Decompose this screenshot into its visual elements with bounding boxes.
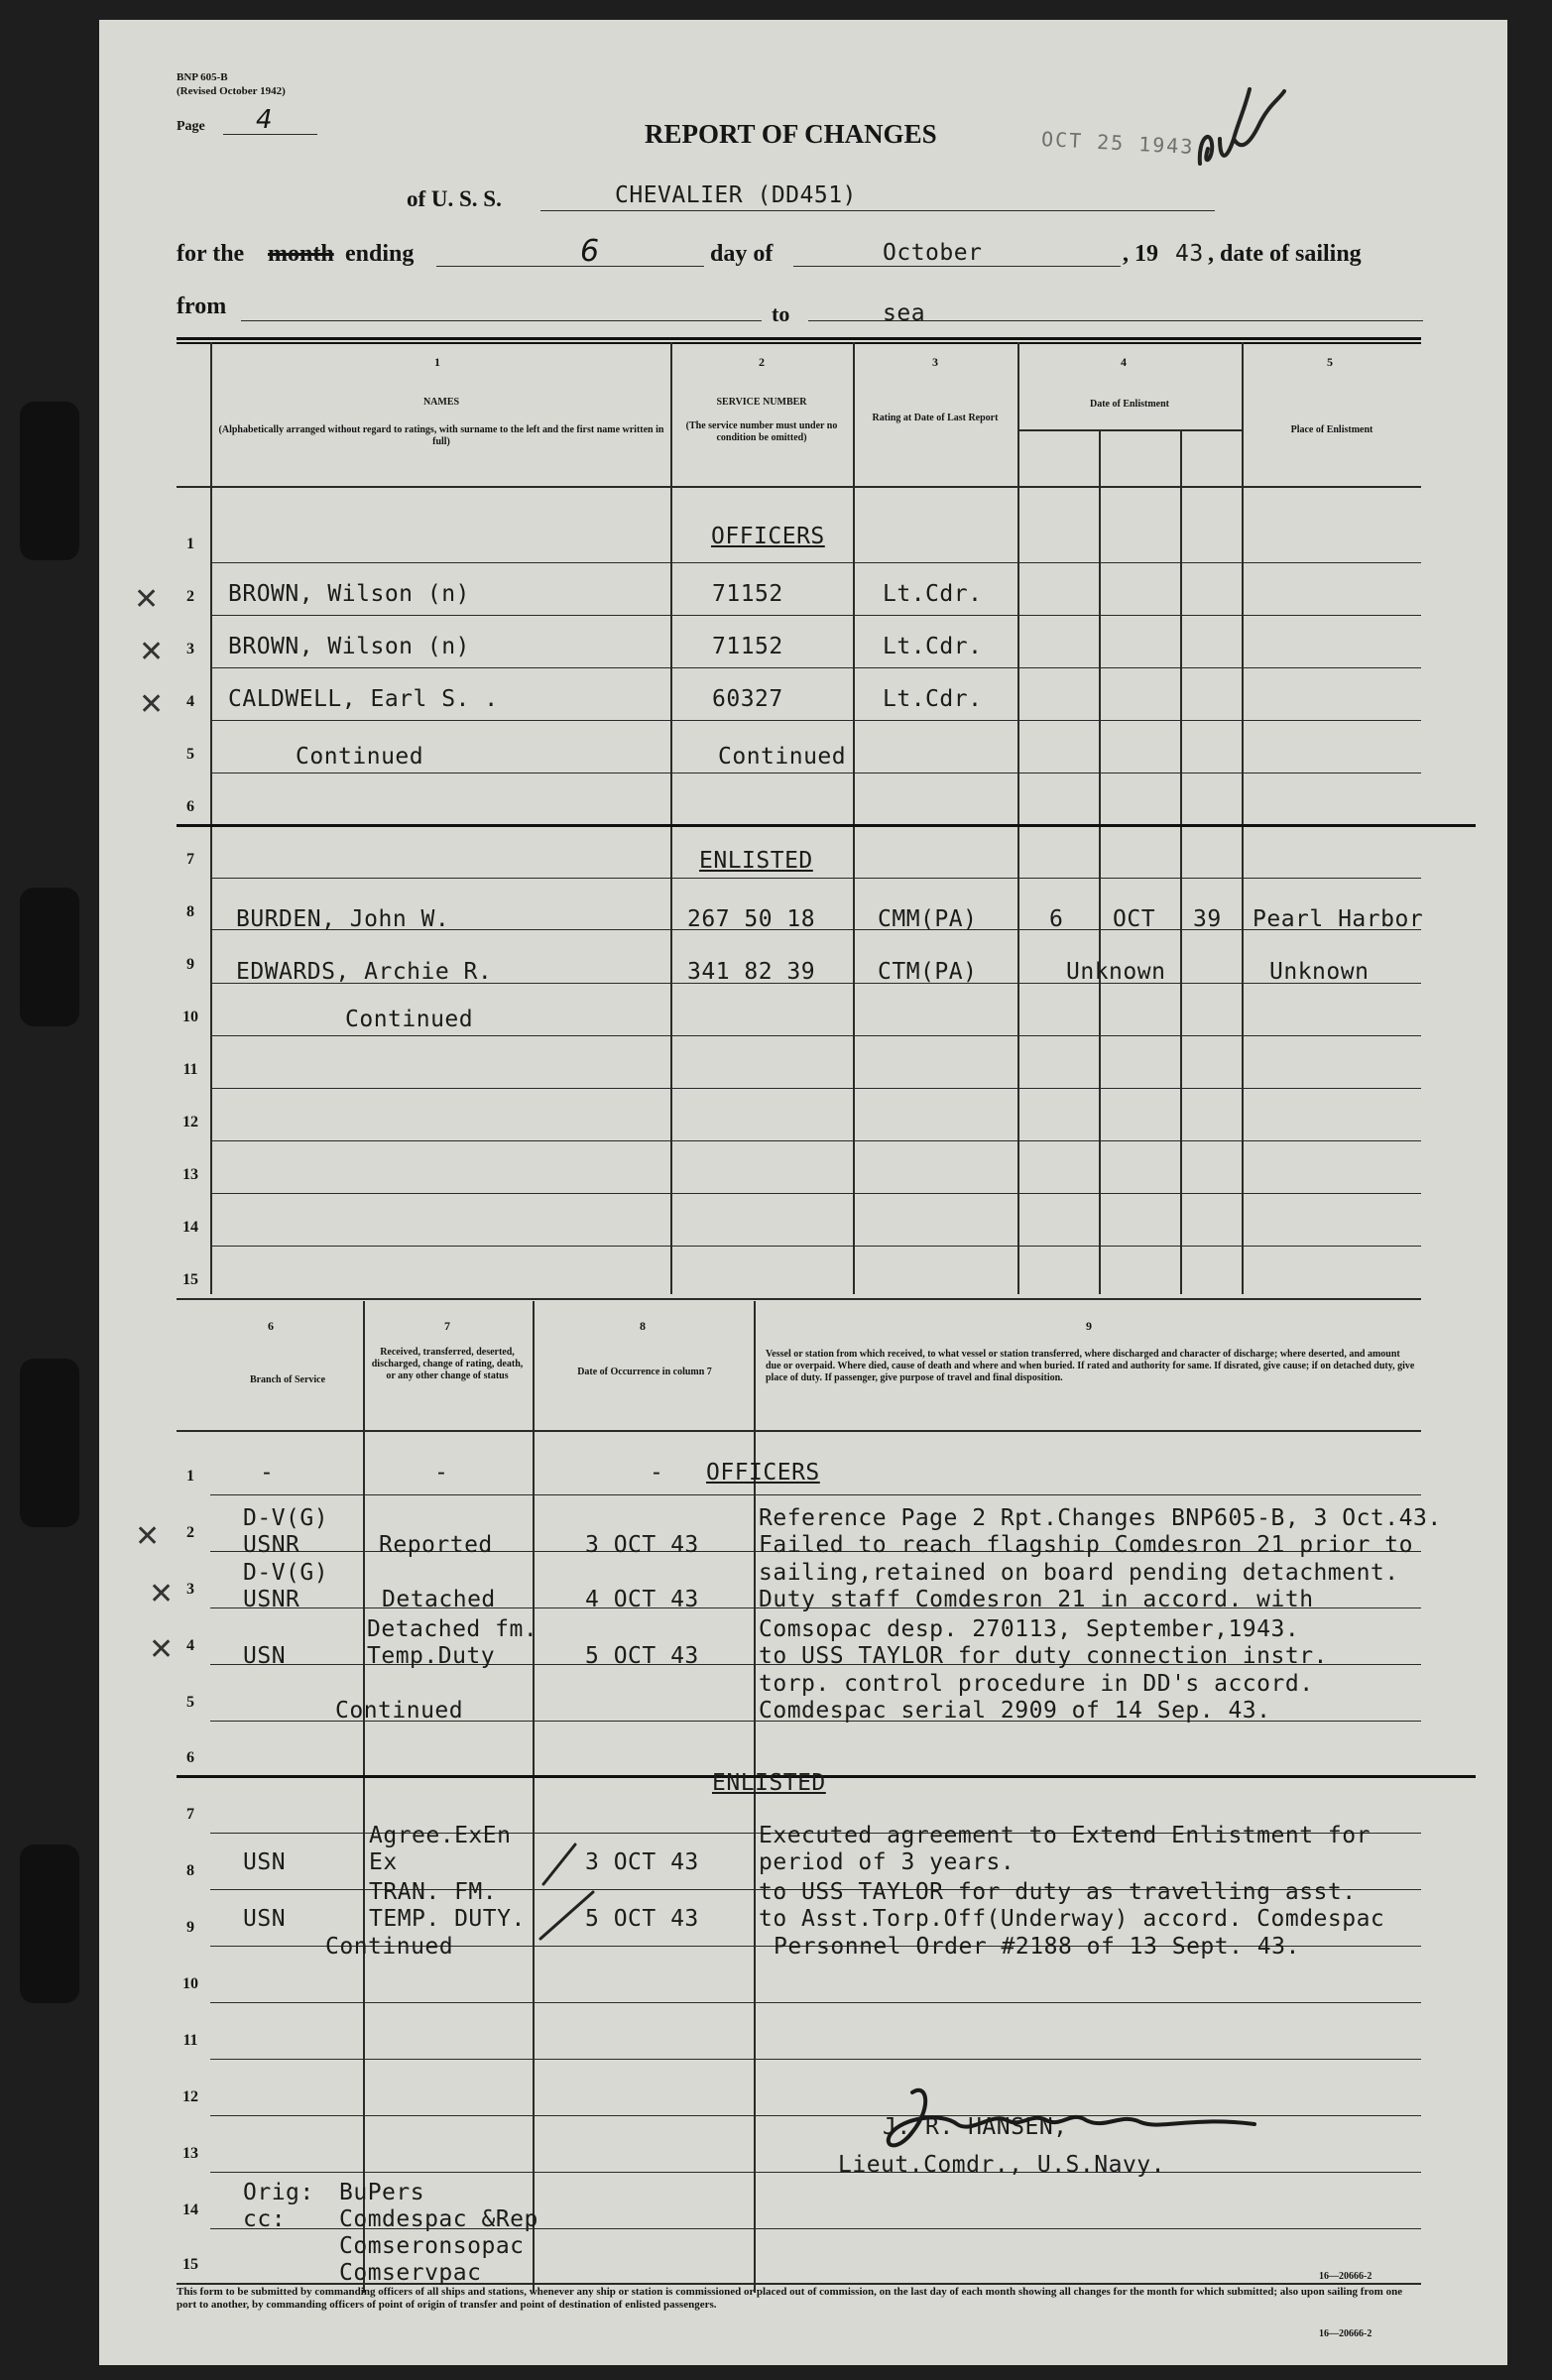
status-cell: Temp.Duty xyxy=(367,1643,496,1669)
ship-line xyxy=(540,210,1215,211)
month-value: October xyxy=(883,240,983,266)
date-cell: 3 OCT 43 xyxy=(585,1532,699,1558)
u-row-num: 6 xyxy=(186,798,194,815)
footer-instructions: This form to be submitted by commanding officers of all ships and stations, whenever any ship or station is commissioned or placed out of commission, on the last day of each month showing all changes for the month for which submitted; also upon sailing from one port to another, by commanding officers of point of origin of transfer and point of destination of enlisted passengers. xyxy=(177,2286,1403,2311)
from-line xyxy=(241,320,762,321)
col2-number: 2 xyxy=(759,355,765,369)
form-number: BNP 605-B xyxy=(177,71,228,83)
remark-cell: Comdespac serial 2909 of 14 Sep. 43. xyxy=(759,1698,1271,1724)
remark-cell: sailing,retained on board pending detachment. xyxy=(759,1560,1399,1586)
dash-cell: - xyxy=(434,1460,449,1486)
officers-heading-lower: OFFICERS xyxy=(706,1460,820,1486)
branch-cell: USNR xyxy=(243,1587,300,1612)
name-cell: BROWN, Wilson (n) xyxy=(228,581,470,607)
u-row-num: 8 xyxy=(186,903,194,920)
binder-hole-2 xyxy=(20,888,79,1026)
date-cell: 3 OCT 43 xyxy=(585,1849,699,1875)
col9-title: Vessel or station from which received, to what vessel or station transferred, where discharged and character of discharge; where deserted, and amount due or overpaid. Where died, cause of death and where and when buried. If rated and authority for same. If disrated, give cause; if on detached duty, give place of duty. If passenger, give purpose of travel and final disposition. xyxy=(766,1349,1415,1383)
rating-cell: CMM(PA) xyxy=(878,906,978,932)
remark-cell: to Asst.Torp.Off(Underway) accord. Comdespac xyxy=(759,1906,1385,1932)
col7-number: 7 xyxy=(444,1319,450,1333)
date-of-sailing-label: , date of sailing xyxy=(1208,241,1362,267)
service-cell: 60327 xyxy=(712,686,783,712)
col4-title: Date of Enlistment xyxy=(1090,399,1169,410)
status-cell: Ex xyxy=(369,1849,398,1875)
year-value: 43 xyxy=(1175,241,1204,267)
to-label: to xyxy=(772,301,790,326)
rating-cell: CTM(PA) xyxy=(878,959,978,985)
cc-item: Comservpac xyxy=(339,2260,482,2286)
binder-hole-4 xyxy=(20,1844,79,2003)
dash-cell: - xyxy=(260,1460,275,1486)
col5-number: 5 xyxy=(1327,355,1333,369)
rating-cell: Lt.Cdr. xyxy=(883,686,983,712)
service-cell: 341 82 39 xyxy=(687,959,816,985)
enlist-date-cell: Unknown xyxy=(1066,959,1166,985)
remark-cell: Executed agreement to Extend Enlistment for xyxy=(759,1823,1371,1848)
continued-note: Continued xyxy=(335,1698,464,1724)
orig-label: Orig: xyxy=(243,2180,314,2205)
u-row-num: 5 xyxy=(186,746,194,763)
month-struck: month xyxy=(268,241,334,267)
continued-note: Continued xyxy=(325,1934,454,1960)
enlist-place-cell: Pearl Harbor xyxy=(1253,906,1424,932)
date-cell: 5 OCT 43 xyxy=(585,1643,699,1669)
col9-number: 9 xyxy=(1086,1319,1092,1333)
col4-number: 4 xyxy=(1121,355,1127,369)
remark-cell: Personnel Order #2188 of 13 Sept. 43. xyxy=(774,1934,1300,1960)
check-mark: ✕ xyxy=(135,1519,161,1554)
status-cell: Reported xyxy=(379,1532,493,1558)
signer-name: J. R. HANSEN, xyxy=(883,2114,1068,2140)
orig-value: BuPers xyxy=(339,2180,425,2205)
col6-title: Branch of Service xyxy=(249,1374,326,1385)
l-row-num: 15 xyxy=(182,2256,198,2273)
date-cell: 5 OCT 43 xyxy=(585,1906,699,1932)
received-stamp: OCT 25 1943 xyxy=(1040,126,1195,160)
col2-title: SERVICE NUMBER xyxy=(716,397,807,408)
l-row-num: 13 xyxy=(182,2145,198,2162)
binder-hole-1 xyxy=(20,402,79,560)
enlist-month-cell: OCT xyxy=(1113,906,1156,932)
date-cell: 4 OCT 43 xyxy=(585,1587,699,1612)
enlisted-heading: ENLISTED xyxy=(699,848,813,874)
col5-title: Place of Enlistment xyxy=(1290,424,1373,435)
col8-title: Date of Occurrence in column 7 xyxy=(577,1367,712,1377)
cc-item: Comdespac &Rep xyxy=(339,2206,538,2232)
u-row-num: 12 xyxy=(182,1114,198,1130)
u-row-num: 15 xyxy=(182,1271,198,1288)
status-cell: Detached xyxy=(382,1587,496,1612)
check-mark: ✕ xyxy=(134,582,160,617)
name-cell: CALDWELL, Earl S. . xyxy=(228,686,499,712)
form-code: 16—20666-2 xyxy=(1319,2271,1373,2282)
u-row-num: 10 xyxy=(182,1009,198,1025)
to-value: sea xyxy=(883,300,926,326)
page-label: Page xyxy=(177,119,205,134)
status-cell: TEMP. DUTY. xyxy=(369,1906,526,1932)
branch-cell: D-V(G) xyxy=(243,1560,329,1586)
col1-title: NAMES xyxy=(422,397,460,408)
cc-label: cc: xyxy=(243,2206,287,2232)
service-cell: 71152 xyxy=(712,581,783,607)
l-row-num: 4 xyxy=(186,1637,194,1654)
l-row-num: 12 xyxy=(182,2088,198,2105)
l-row-num: 8 xyxy=(186,1862,194,1879)
form-revised: (Revised October 1942) xyxy=(177,85,286,97)
remark-cell: Failed to reach flagship Comdesron 21 prior to xyxy=(759,1532,1413,1558)
status-cell: Agree.ExEn xyxy=(369,1823,512,1848)
l-row-num: 3 xyxy=(186,1581,194,1598)
name-cell: BURDEN, John W. xyxy=(236,906,450,932)
u-row-num: 4 xyxy=(186,693,194,710)
remark-cell: period of 3 years. xyxy=(759,1849,1015,1875)
enlist-year-cell: 39 xyxy=(1193,906,1222,932)
binder-hole-3 xyxy=(20,1359,79,1527)
u-row-num: 9 xyxy=(186,956,194,973)
col8-number: 8 xyxy=(640,1319,646,1333)
l-row-num: 6 xyxy=(186,1749,194,1766)
service-cell: 267 50 18 xyxy=(687,906,816,932)
l-row-num: 5 xyxy=(186,1694,194,1711)
remark-cell: Comsopac desp. 270113, September,1943. xyxy=(759,1616,1300,1642)
u-row-num: 14 xyxy=(182,1219,198,1236)
col1-number: 1 xyxy=(434,355,440,369)
l-row-num: 14 xyxy=(182,2202,198,2218)
col3-title: Rating at Date of Last Report xyxy=(872,413,999,423)
from-label: from xyxy=(177,294,227,319)
remark-cell: torp. control procedure in DD's accord. xyxy=(759,1671,1314,1697)
col1-subtitle: (Alphabetically arranged without regard to ratings, with surname to the left and the first name written in full) xyxy=(218,424,664,447)
signer-title: Lieut.Comdr., U.S.Navy. xyxy=(838,2152,1165,2178)
continued-note: Continued xyxy=(345,1007,474,1032)
page-number: 4 xyxy=(256,105,273,135)
rating-cell: Lt.Cdr. xyxy=(883,634,983,659)
rating-cell: Lt.Cdr. xyxy=(883,581,983,607)
enlisted-heading-lower: ENLISTED xyxy=(712,1770,826,1796)
check-mark: ✕ xyxy=(139,687,165,722)
l-row-num: 9 xyxy=(186,1919,194,1936)
l-row-num: 10 xyxy=(182,1975,198,1992)
check-mark: ✕ xyxy=(139,635,165,669)
branch-cell: USN xyxy=(243,1849,287,1875)
pen-stroke-mark xyxy=(536,1815,605,1944)
l-row-num: 1 xyxy=(186,1468,194,1485)
enlist-place-cell: Unknown xyxy=(1269,959,1370,985)
year-prefix: , 19 xyxy=(1123,241,1158,267)
name-cell: EDWARDS, Archie R. xyxy=(236,959,493,985)
col6-number: 6 xyxy=(268,1319,274,1333)
remark-cell: to USS TAYLOR for duty as travelling asst. xyxy=(759,1879,1357,1905)
continued-note: Continued xyxy=(296,744,424,770)
check-mark: ✕ xyxy=(149,1632,175,1667)
col7-title: Received, transferred, deserted, discharged, change of rating, death, or any other change of status xyxy=(371,1347,524,1381)
branch-cell: USNR xyxy=(243,1532,300,1558)
l-row-num: 2 xyxy=(186,1524,194,1541)
remark-cell: Reference Page 2 Rpt.Changes BNP605-B, 3 Oct.43. xyxy=(759,1505,1442,1531)
u-row-num: 7 xyxy=(186,851,194,868)
u-row-num: 2 xyxy=(186,588,194,605)
u-row-num: 11 xyxy=(182,1061,198,1078)
day-of-label: day of xyxy=(710,241,774,267)
branch-cell: USN xyxy=(243,1906,287,1932)
initials-mark xyxy=(1190,79,1299,178)
enlist-day-cell: 6 xyxy=(1049,906,1064,932)
branch-cell: USN xyxy=(243,1643,287,1669)
ship-label: of U. S. S. xyxy=(407,186,502,211)
branch-cell: D-V(G) xyxy=(243,1505,329,1531)
month-line xyxy=(793,266,1121,267)
u-row-num: 3 xyxy=(186,641,194,657)
officers-heading: OFFICERS xyxy=(711,524,825,549)
col3-number: 3 xyxy=(932,355,938,369)
u-row-num: 1 xyxy=(186,536,194,552)
l-row-num: 11 xyxy=(182,2032,198,2049)
form-title: REPORT OF CHANGES xyxy=(645,119,937,149)
for-the-label: for the xyxy=(177,241,245,267)
dash-cell: - xyxy=(650,1460,664,1486)
l-row-num: 7 xyxy=(186,1806,194,1823)
u-row-num: 13 xyxy=(182,1166,198,1183)
status-cell: TRAN. FM. xyxy=(369,1879,498,1905)
remark-cell: to USS TAYLOR for duty connection instr. xyxy=(759,1643,1328,1669)
continued-note: Continued xyxy=(718,744,847,770)
form-code-2: 16—20666-2 xyxy=(1319,2328,1373,2339)
day-value: 6 xyxy=(580,234,600,269)
remark-cell: Duty staff Comdesron 21 in accord. with xyxy=(759,1587,1314,1612)
col2-subtitle: (The service number must under no condition be omitted) xyxy=(685,420,838,443)
day-line xyxy=(436,266,704,267)
cc-item: Comseronsopac xyxy=(339,2233,525,2259)
status-cell: Detached fm. xyxy=(367,1616,538,1642)
ending-label: ending xyxy=(345,241,415,267)
name-cell: BROWN, Wilson (n) xyxy=(228,634,470,659)
check-mark: ✕ xyxy=(149,1577,175,1611)
service-cell: 71152 xyxy=(712,634,783,659)
ship-name: CHEVALIER (DD451) xyxy=(615,182,857,208)
